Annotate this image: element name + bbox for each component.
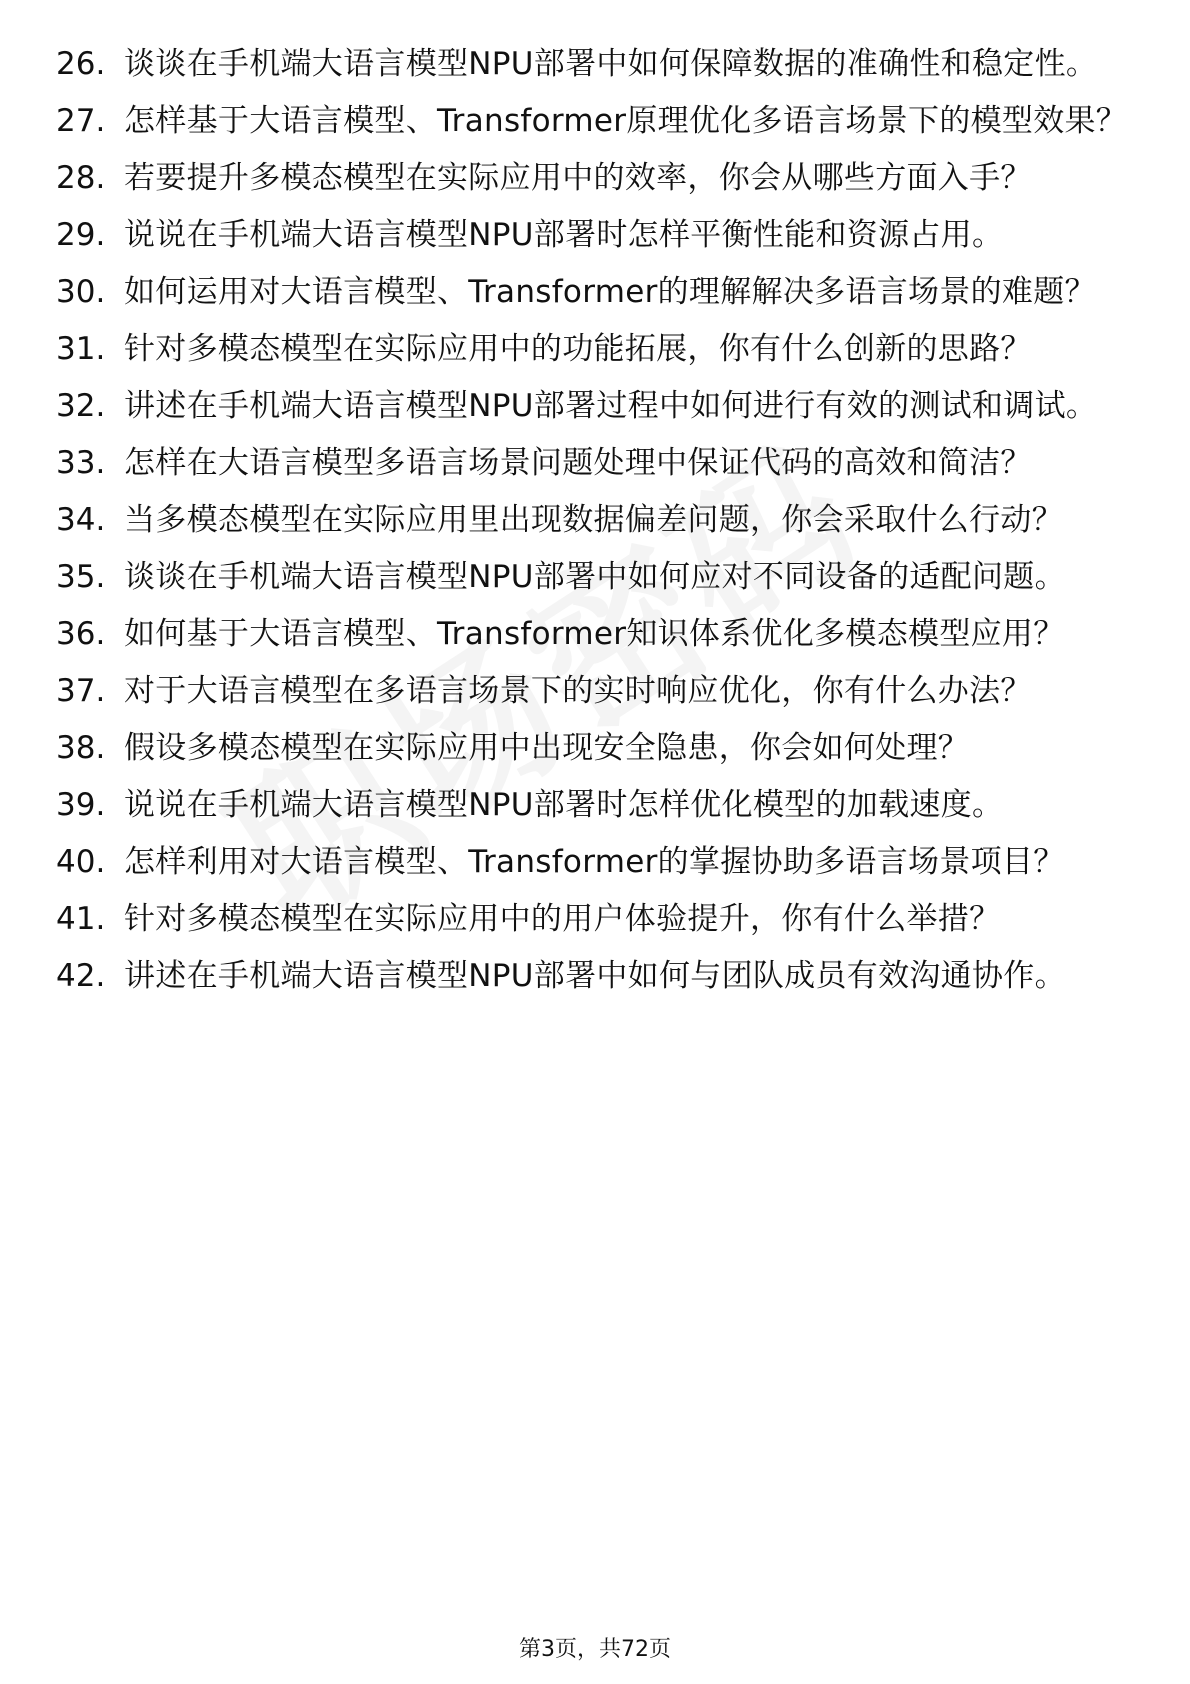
question-text: 讲述在手机端大语言模型NPU部署中如何与团队成员有效沟通协作。 bbox=[124, 958, 1066, 994]
question-number: 31. bbox=[56, 331, 106, 367]
question-text: 谈谈在手机端大语言模型NPU部署中如何应对不同设备的适配问题。 bbox=[124, 559, 1066, 595]
question-text: 怎样在大语言模型多语言场景问题处理中保证代码的高效和简洁？ bbox=[124, 445, 1032, 481]
page-number-footer: 第3页，共72页 bbox=[519, 1637, 671, 1662]
question-text: 假设多模态模型在实际应用中出现安全隐患，你会如何处理？ bbox=[124, 730, 970, 766]
question-text: 如何基于大语言模型、Transformer知识体系优化多模态模型应用？ bbox=[124, 616, 1065, 652]
question-item bbox=[56, 272, 1136, 313]
question-number: 42. bbox=[56, 958, 106, 994]
question-number: 33. bbox=[56, 445, 106, 481]
question-list bbox=[56, 44, 1136, 1013]
question-text: 说说在手机端大语言模型NPU部署时怎样平衡性能和资源占用。 bbox=[124, 217, 1004, 253]
question-item bbox=[56, 158, 1136, 199]
question-text: 如何运用对大语言模型、Transformer的理解解决多语言场景的难题？ bbox=[124, 274, 1096, 310]
question-item bbox=[56, 386, 1136, 427]
question-item bbox=[56, 329, 1136, 370]
question-number: 26. bbox=[56, 46, 106, 82]
question-item bbox=[56, 728, 1136, 769]
question-text: 怎样基于大语言模型、Transformer原理优化多语言场景下的模型效果？ bbox=[124, 103, 1128, 139]
question-item bbox=[56, 614, 1136, 655]
question-item bbox=[56, 215, 1136, 256]
question-number: 38. bbox=[56, 730, 106, 766]
question-text: 若要提升多模态模型在实际应用中的效率，你会从哪些方面入手？ bbox=[124, 160, 1032, 196]
question-number: 32. bbox=[56, 388, 106, 424]
question-item bbox=[56, 101, 1136, 142]
question-number: 36. bbox=[56, 616, 106, 652]
question-item bbox=[56, 899, 1136, 940]
question-text: 讲述在手机端大语言模型NPU部署过程中如何进行有效的测试和调试。 bbox=[124, 388, 1098, 424]
question-number: 37. bbox=[56, 673, 106, 709]
question-item bbox=[56, 443, 1136, 484]
question-text: 谈谈在手机端大语言模型NPU部署中如何保障数据的准确性和稳定性。 bbox=[124, 46, 1098, 82]
question-text: 针对多模态模型在实际应用中的功能拓展，你有什么创新的思路？ bbox=[124, 331, 1032, 367]
question-item bbox=[56, 500, 1136, 541]
question-item bbox=[56, 44, 1136, 85]
question-number: 39. bbox=[56, 787, 106, 823]
question-number: 28. bbox=[56, 160, 106, 196]
question-number: 29. bbox=[56, 217, 106, 253]
question-number: 34. bbox=[56, 502, 106, 538]
question-text: 针对多模态模型在实际应用中的用户体验提升，你有什么举措？ bbox=[124, 901, 1001, 937]
question-item bbox=[56, 671, 1136, 712]
question-text: 对于大语言模型在多语言场景下的实时响应优化，你有什么办法？ bbox=[124, 673, 1032, 709]
question-number: 30. bbox=[56, 274, 106, 310]
question-text: 当多模态模型在实际应用里出现数据偏差问题，你会采取什么行动？ bbox=[124, 502, 1063, 538]
question-number: 40. bbox=[56, 844, 106, 880]
question-number: 35. bbox=[56, 559, 106, 595]
question-item bbox=[56, 557, 1136, 598]
question-number: 41. bbox=[56, 901, 106, 937]
question-item bbox=[56, 956, 1136, 997]
question-item bbox=[56, 785, 1136, 826]
question-number: 27. bbox=[56, 103, 106, 139]
question-text: 怎样利用对大语言模型、Transformer的掌握协助多语言场景项目？ bbox=[124, 844, 1065, 880]
question-text: 说说在手机端大语言模型NPU部署时怎样优化模型的加载速度。 bbox=[124, 787, 1004, 823]
question-item bbox=[56, 842, 1136, 883]
